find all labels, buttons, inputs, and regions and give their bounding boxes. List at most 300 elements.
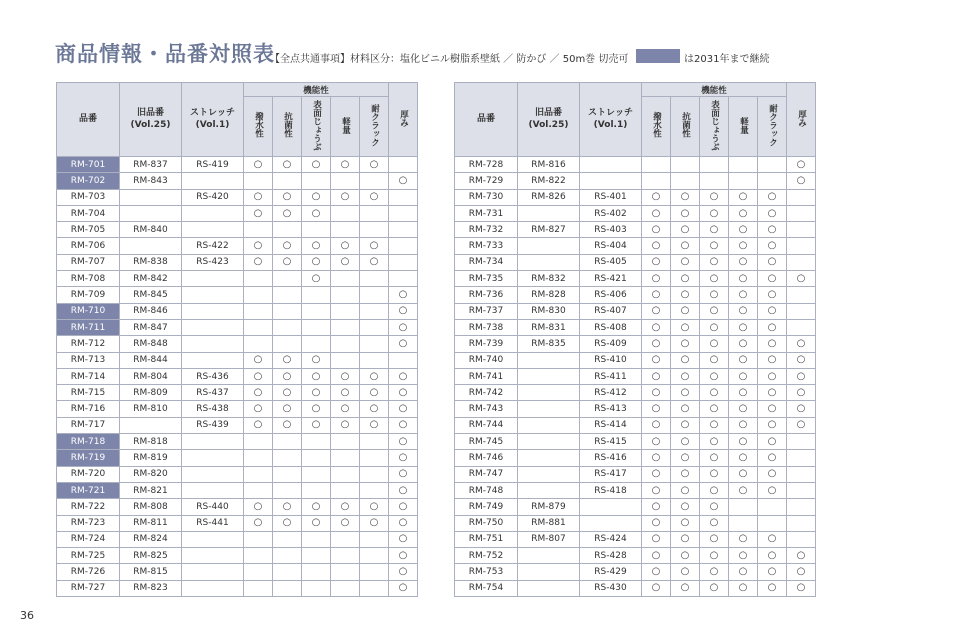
function-cell-4: ○ xyxy=(729,205,758,221)
function-cell-3 xyxy=(302,303,331,319)
function-cell-1: ○ xyxy=(244,515,273,531)
product-code: RM-714 xyxy=(57,368,120,384)
old-product-code: RM-844 xyxy=(120,352,182,368)
table-row xyxy=(57,336,418,352)
thickness-cell xyxy=(787,303,816,319)
old-product-code xyxy=(518,254,580,270)
old-product-code: RM-835 xyxy=(518,336,580,352)
function-cell-2 xyxy=(273,580,302,596)
function-cell-1: ○ xyxy=(244,352,273,368)
old-product-code: RM-810 xyxy=(120,401,182,417)
product-code: RM-712 xyxy=(57,336,120,352)
function-cell-3: ○ xyxy=(302,238,331,254)
function-cell-5 xyxy=(360,336,389,352)
stretch-code: RS-411 xyxy=(580,368,642,384)
function-cell-4 xyxy=(331,450,360,466)
function-cell-1: ○ xyxy=(244,157,273,173)
function-cell-3: ○ xyxy=(302,254,331,270)
function-cell-4: ○ xyxy=(729,548,758,564)
function-cell-3: ○ xyxy=(700,499,729,515)
table-row xyxy=(455,173,816,189)
product-code: RM-702 xyxy=(57,173,120,189)
function-cell-1 xyxy=(244,336,273,352)
old-product-code: RM-808 xyxy=(120,499,182,515)
function-cell-3: ○ xyxy=(700,287,729,303)
product-code: RM-725 xyxy=(57,548,120,564)
table-row xyxy=(455,336,816,352)
thickness-cell xyxy=(787,515,816,531)
header-stretch: ストレッチ (Vol.1) xyxy=(580,83,642,157)
product-code: RM-735 xyxy=(455,271,518,287)
function-cell-5: ○ xyxy=(758,352,787,368)
function-cell-3 xyxy=(302,222,331,238)
product-code: RM-716 xyxy=(57,401,120,417)
function-cell-2: ○ xyxy=(671,319,700,335)
function-cell-1: ○ xyxy=(244,417,273,433)
function-cell-4 xyxy=(331,336,360,352)
thickness-cell: ○ xyxy=(389,466,418,482)
product-table-right xyxy=(454,82,816,597)
thickness-cell: ○ xyxy=(389,368,418,384)
header-old-code: 旧品番 (Vol.25) xyxy=(518,83,580,157)
stretch-code: RS-436 xyxy=(182,368,244,384)
function-cell-5 xyxy=(360,531,389,547)
old-product-code: RM-842 xyxy=(120,271,182,287)
thickness-cell xyxy=(787,287,816,303)
product-code: RM-715 xyxy=(57,385,120,401)
stretch-code: RS-428 xyxy=(580,548,642,564)
stretch-code xyxy=(182,434,244,450)
stretch-code: RS-414 xyxy=(580,417,642,433)
thickness-cell xyxy=(787,450,816,466)
stretch-code xyxy=(182,173,244,189)
function-cell-5: ○ xyxy=(758,564,787,580)
table-row xyxy=(455,417,816,433)
stretch-code xyxy=(580,499,642,515)
function-cell-1: ○ xyxy=(244,205,273,221)
function-cell-5: ○ xyxy=(360,157,389,173)
old-product-code xyxy=(518,466,580,482)
old-product-code: RM-828 xyxy=(518,287,580,303)
function-cell-4: ○ xyxy=(729,287,758,303)
function-cell-3: ○ xyxy=(700,336,729,352)
product-code: RM-705 xyxy=(57,222,120,238)
table-row xyxy=(57,368,418,384)
function-cell-1 xyxy=(642,173,671,189)
old-product-code xyxy=(518,548,580,564)
function-cell-2: ○ xyxy=(273,254,302,270)
function-cell-1: ○ xyxy=(642,205,671,221)
function-cell-2 xyxy=(671,157,700,173)
function-cell-3: ○ xyxy=(700,238,729,254)
function-cell-4: ○ xyxy=(729,401,758,417)
function-cell-3 xyxy=(302,450,331,466)
old-product-code: RM-881 xyxy=(518,515,580,531)
product-code: RM-754 xyxy=(455,580,518,596)
function-cell-5: ○ xyxy=(360,189,389,205)
old-product-code xyxy=(518,238,580,254)
function-cell-1: ○ xyxy=(244,368,273,384)
stretch-code xyxy=(182,482,244,498)
thickness-cell: ○ xyxy=(389,531,418,547)
old-product-code xyxy=(518,450,580,466)
function-cell-2: ○ xyxy=(273,368,302,384)
table-row xyxy=(455,287,816,303)
function-cell-4: ○ xyxy=(729,450,758,466)
function-cell-1: ○ xyxy=(244,238,273,254)
function-cell-2 xyxy=(273,466,302,482)
thickness-cell: ○ xyxy=(389,303,418,319)
function-cell-3: ○ xyxy=(700,303,729,319)
function-cell-2: ○ xyxy=(273,499,302,515)
function-cell-4: ○ xyxy=(729,254,758,270)
function-cell-3 xyxy=(302,482,331,498)
function-cell-2: ○ xyxy=(671,287,700,303)
function-cell-2 xyxy=(273,173,302,189)
thickness-cell: ○ xyxy=(787,157,816,173)
table-row xyxy=(455,189,816,205)
table-row xyxy=(455,434,816,450)
function-cell-1: ○ xyxy=(642,368,671,384)
old-product-code xyxy=(518,564,580,580)
table-row xyxy=(455,531,816,547)
table-row xyxy=(455,319,816,335)
function-cell-2: ○ xyxy=(273,417,302,433)
function-cell-1 xyxy=(244,319,273,335)
stretch-code xyxy=(182,580,244,596)
function-cell-5 xyxy=(360,434,389,450)
function-cell-1: ○ xyxy=(642,352,671,368)
function-cell-5: ○ xyxy=(758,580,787,596)
function-cell-5: ○ xyxy=(758,336,787,352)
stretch-code: RS-413 xyxy=(580,401,642,417)
function-cell-3: ○ xyxy=(700,548,729,564)
stretch-code xyxy=(182,564,244,580)
function-cell-3: ○ xyxy=(700,580,729,596)
function-cell-1 xyxy=(244,466,273,482)
function-cell-1: ○ xyxy=(244,189,273,205)
function-cell-5 xyxy=(360,482,389,498)
function-cell-1 xyxy=(244,222,273,238)
header-function-5: 耐クラック xyxy=(758,97,787,157)
function-cell-3 xyxy=(302,173,331,189)
function-cell-4: ○ xyxy=(331,238,360,254)
function-cell-5: ○ xyxy=(360,385,389,401)
table-row xyxy=(57,173,418,189)
product-code: RM-709 xyxy=(57,287,120,303)
function-cell-4 xyxy=(331,352,360,368)
thickness-cell xyxy=(389,238,418,254)
function-cell-5: ○ xyxy=(758,287,787,303)
function-cell-4: ○ xyxy=(729,368,758,384)
function-cell-3 xyxy=(302,564,331,580)
function-cell-1: ○ xyxy=(642,254,671,270)
function-cell-5 xyxy=(360,466,389,482)
function-cell-3: ○ xyxy=(700,368,729,384)
function-cell-3: ○ xyxy=(302,205,331,221)
function-cell-5 xyxy=(360,271,389,287)
function-cell-4 xyxy=(729,499,758,515)
function-cell-5 xyxy=(360,580,389,596)
function-cell-3: ○ xyxy=(302,417,331,433)
product-code: RM-730 xyxy=(455,189,518,205)
thickness-cell: ○ xyxy=(389,482,418,498)
old-product-code: RM-846 xyxy=(120,303,182,319)
function-cell-3: ○ xyxy=(302,368,331,384)
table-row xyxy=(57,564,418,580)
function-cell-4: ○ xyxy=(729,271,758,287)
function-cell-4: ○ xyxy=(331,189,360,205)
function-cell-1: ○ xyxy=(642,385,671,401)
product-code: RM-746 xyxy=(455,450,518,466)
stretch-code: RS-409 xyxy=(580,336,642,352)
function-cell-5 xyxy=(360,287,389,303)
function-cell-3: ○ xyxy=(302,401,331,417)
table-row xyxy=(57,515,418,531)
table-row xyxy=(455,499,816,515)
function-cell-4 xyxy=(331,548,360,564)
stretch-code: RS-401 xyxy=(580,189,642,205)
product-code: RM-747 xyxy=(455,466,518,482)
product-code: RM-728 xyxy=(455,157,518,173)
table-row xyxy=(455,401,816,417)
function-cell-5: ○ xyxy=(360,515,389,531)
header-function-5: 耐クラック xyxy=(360,97,389,157)
thickness-cell xyxy=(787,499,816,515)
thickness-cell xyxy=(389,189,418,205)
old-product-code: RM-845 xyxy=(120,287,182,303)
function-cell-2: ○ xyxy=(671,303,700,319)
function-cell-5: ○ xyxy=(758,189,787,205)
thickness-cell xyxy=(389,222,418,238)
thickness-cell: ○ xyxy=(389,417,418,433)
old-product-code xyxy=(120,238,182,254)
stretch-code xyxy=(182,205,244,221)
function-cell-3: ○ xyxy=(700,434,729,450)
function-cell-2: ○ xyxy=(671,401,700,417)
thickness-cell: ○ xyxy=(787,417,816,433)
function-cell-3: ○ xyxy=(700,222,729,238)
function-cell-3: ○ xyxy=(700,205,729,221)
table-row xyxy=(57,157,418,173)
table-row xyxy=(57,417,418,433)
product-code: RM-711 xyxy=(57,319,120,335)
product-code: RM-732 xyxy=(455,222,518,238)
table-row xyxy=(455,564,816,580)
function-cell-4 xyxy=(729,157,758,173)
thickness-cell xyxy=(787,238,816,254)
product-code: RM-706 xyxy=(57,238,120,254)
old-product-code: RM-816 xyxy=(518,157,580,173)
function-cell-5: ○ xyxy=(360,417,389,433)
stretch-code xyxy=(182,319,244,335)
function-cell-5 xyxy=(360,352,389,368)
function-cell-5 xyxy=(360,450,389,466)
product-code: RM-729 xyxy=(455,173,518,189)
thickness-cell: ○ xyxy=(787,548,816,564)
thickness-cell: ○ xyxy=(389,450,418,466)
old-product-code: RM-822 xyxy=(518,173,580,189)
function-cell-2 xyxy=(273,450,302,466)
function-cell-3: ○ xyxy=(302,157,331,173)
function-cell-2 xyxy=(273,271,302,287)
old-product-code: RM-811 xyxy=(120,515,182,531)
table-row xyxy=(57,385,418,401)
function-cell-2: ○ xyxy=(671,482,700,498)
page-title: 商品情報・品番対照表 xyxy=(55,42,275,66)
product-code: RM-710 xyxy=(57,303,120,319)
product-code: RM-740 xyxy=(455,352,518,368)
function-cell-1 xyxy=(244,564,273,580)
function-cell-5 xyxy=(360,564,389,580)
old-product-code: RM-879 xyxy=(518,499,580,515)
function-cell-1: ○ xyxy=(642,417,671,433)
function-cell-2 xyxy=(273,564,302,580)
function-cell-4: ○ xyxy=(331,254,360,270)
function-cell-2 xyxy=(273,319,302,335)
old-product-code: RM-804 xyxy=(120,368,182,384)
stretch-code xyxy=(182,336,244,352)
function-cell-4: ○ xyxy=(331,417,360,433)
function-cell-2: ○ xyxy=(671,531,700,547)
function-cell-3: ○ xyxy=(700,385,729,401)
function-cell-2 xyxy=(273,548,302,564)
function-cell-4: ○ xyxy=(729,531,758,547)
table-row xyxy=(57,222,418,238)
stretch-code: RS-441 xyxy=(182,515,244,531)
product-code: RM-701 xyxy=(57,157,120,173)
function-cell-3: ○ xyxy=(700,450,729,466)
table-row xyxy=(57,303,418,319)
thickness-cell xyxy=(389,157,418,173)
stretch-code: RS-403 xyxy=(580,222,642,238)
function-cell-5: ○ xyxy=(758,531,787,547)
thickness-cell: ○ xyxy=(787,580,816,596)
stretch-code: RS-416 xyxy=(580,450,642,466)
function-cell-5 xyxy=(758,157,787,173)
function-cell-1: ○ xyxy=(642,499,671,515)
product-code: RM-748 xyxy=(455,482,518,498)
old-product-code xyxy=(518,368,580,384)
thickness-cell: ○ xyxy=(389,434,418,450)
old-product-code: RM-843 xyxy=(120,173,182,189)
function-cell-5: ○ xyxy=(360,254,389,270)
stretch-code: RS-418 xyxy=(580,482,642,498)
function-cell-5: ○ xyxy=(758,482,787,498)
table-row xyxy=(57,271,418,287)
stretch-code xyxy=(580,515,642,531)
function-cell-2: ○ xyxy=(671,515,700,531)
header-function-1: 撥水性 xyxy=(244,97,273,157)
function-cell-1 xyxy=(244,287,273,303)
product-code: RM-742 xyxy=(455,385,518,401)
stretch-code xyxy=(182,287,244,303)
function-cell-2: ○ xyxy=(273,385,302,401)
header-function-2: 抗菌性 xyxy=(273,97,302,157)
function-cell-2: ○ xyxy=(671,205,700,221)
function-cell-2 xyxy=(273,336,302,352)
stretch-code xyxy=(182,303,244,319)
stretch-code xyxy=(580,173,642,189)
stretch-code: RS-422 xyxy=(182,238,244,254)
function-cell-1 xyxy=(244,531,273,547)
old-product-code: RM-807 xyxy=(518,531,580,547)
function-cell-2: ○ xyxy=(671,385,700,401)
header-function-4: 軽量 xyxy=(331,97,360,157)
function-cell-3: ○ xyxy=(302,352,331,368)
table-row xyxy=(57,401,418,417)
stretch-code: RS-408 xyxy=(580,319,642,335)
common-notes: 【全点共通事項】材料区分：塩化ビニル樹脂系壁紙 ／ 防かび ／ 50m巻 切売可 xyxy=(270,54,629,65)
function-cell-2: ○ xyxy=(273,205,302,221)
function-cell-5: ○ xyxy=(758,238,787,254)
header-function-1: 撥水性 xyxy=(642,97,671,157)
old-product-code: RM-826 xyxy=(518,189,580,205)
old-product-code: RM-840 xyxy=(120,222,182,238)
product-code: RM-751 xyxy=(455,531,518,547)
table-row xyxy=(455,482,816,498)
function-cell-5: ○ xyxy=(758,548,787,564)
stretch-code: RS-417 xyxy=(580,466,642,482)
function-cell-2: ○ xyxy=(671,368,700,384)
stretch-code: RS-429 xyxy=(580,564,642,580)
function-cell-5: ○ xyxy=(758,222,787,238)
old-product-code xyxy=(518,385,580,401)
thickness-cell: ○ xyxy=(787,564,816,580)
product-table-left xyxy=(56,82,418,597)
stretch-code: RS-415 xyxy=(580,434,642,450)
function-cell-4: ○ xyxy=(729,482,758,498)
function-cell-5: ○ xyxy=(758,417,787,433)
table-row xyxy=(57,531,418,547)
function-cell-5: ○ xyxy=(758,434,787,450)
function-cell-1 xyxy=(244,482,273,498)
function-cell-1: ○ xyxy=(642,434,671,450)
function-cell-2: ○ xyxy=(671,564,700,580)
function-cell-2: ○ xyxy=(273,515,302,531)
product-code: RM-722 xyxy=(57,499,120,515)
thickness-cell xyxy=(787,434,816,450)
stretch-code: RS-440 xyxy=(182,499,244,515)
function-cell-4: ○ xyxy=(331,499,360,515)
function-cell-4: ○ xyxy=(331,515,360,531)
function-cell-2: ○ xyxy=(273,157,302,173)
function-cell-4: ○ xyxy=(729,466,758,482)
function-cell-4: ○ xyxy=(729,222,758,238)
function-cell-3 xyxy=(302,466,331,482)
product-code: RM-744 xyxy=(455,417,518,433)
thickness-cell xyxy=(389,271,418,287)
function-cell-3: ○ xyxy=(700,417,729,433)
table-row xyxy=(455,548,816,564)
function-cell-3 xyxy=(302,336,331,352)
function-cell-4: ○ xyxy=(729,336,758,352)
function-cell-3: ○ xyxy=(302,271,331,287)
stretch-code: RS-439 xyxy=(182,417,244,433)
table-row xyxy=(57,319,418,335)
function-cell-1: ○ xyxy=(642,287,671,303)
table-row xyxy=(57,189,418,205)
function-cell-3: ○ xyxy=(700,466,729,482)
function-cell-1 xyxy=(244,548,273,564)
product-code: RM-749 xyxy=(455,499,518,515)
function-cell-3: ○ xyxy=(700,189,729,205)
stretch-code xyxy=(182,352,244,368)
function-cell-4: ○ xyxy=(729,385,758,401)
header-function-group: 機能性 xyxy=(244,83,389,97)
legend-swatch xyxy=(636,49,680,63)
table-row xyxy=(455,352,816,368)
